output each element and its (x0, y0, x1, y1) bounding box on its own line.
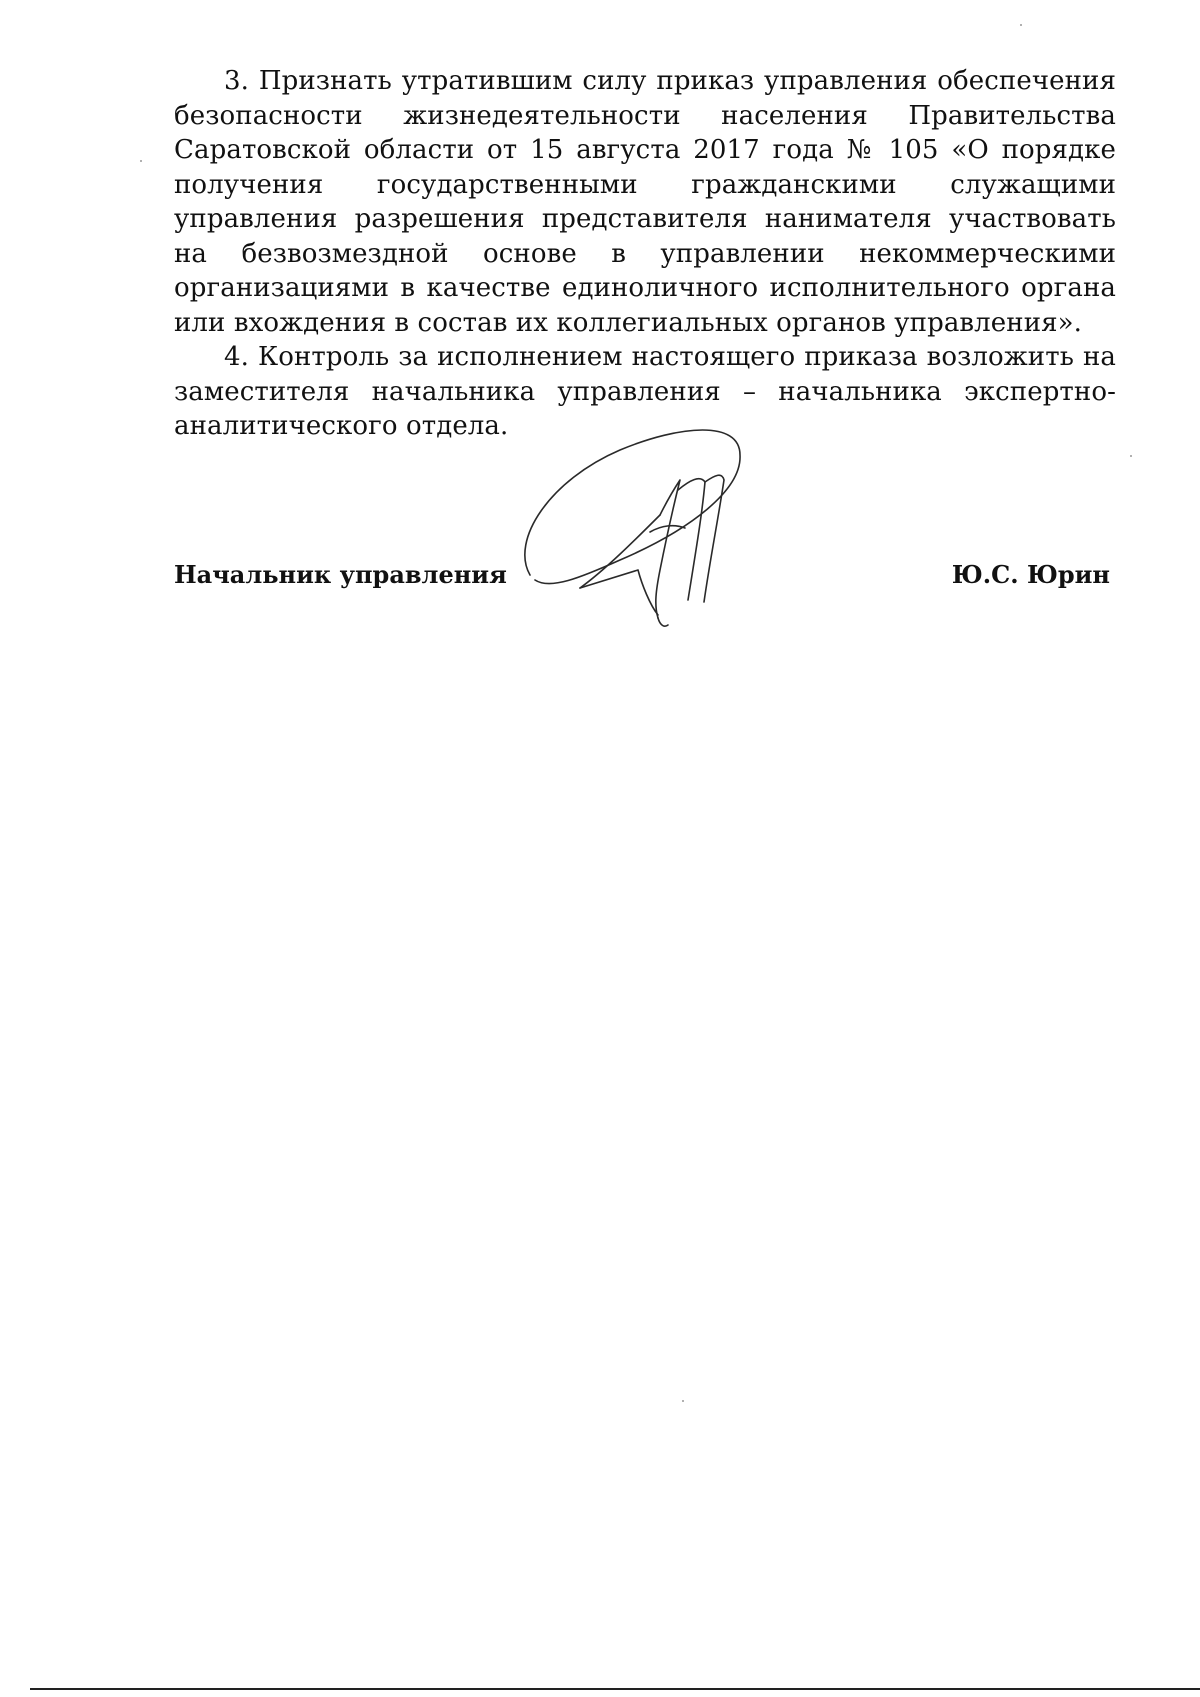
scan-speck (1020, 24, 1022, 26)
handwritten-signature (510, 420, 770, 640)
scan-speck (140, 160, 142, 162)
scan-speck (682, 1400, 684, 1402)
signatory-name: Ю.С. Юрин (951, 560, 1110, 589)
position-title: Начальник управления (174, 560, 507, 589)
document-body (174, 64, 1116, 444)
paragraph-4: 4. Контроль за исполнением настоящего приказа возложить на заместителя начальника управления – начальника экспертно-аналитического отдела. (174, 342, 1116, 441)
scan-speck (1130, 455, 1132, 457)
paragraph-3: 3. Признать утратившим силу приказ управления обеспечения безопасности жизнедеятельности населения Правительства Саратовской области от 15 августа 2017 года № 105 «О порядке получения государственными гражданскими служащими управления разрешения представителя нанимателя участвовать на безвозмездной основе в управлении некоммерческими организациями в качестве единоличного исполнительного органа или вхождения в состав их коллегиальных органов управления». (174, 66, 1116, 338)
scan-edge-line (30, 1688, 1200, 1690)
